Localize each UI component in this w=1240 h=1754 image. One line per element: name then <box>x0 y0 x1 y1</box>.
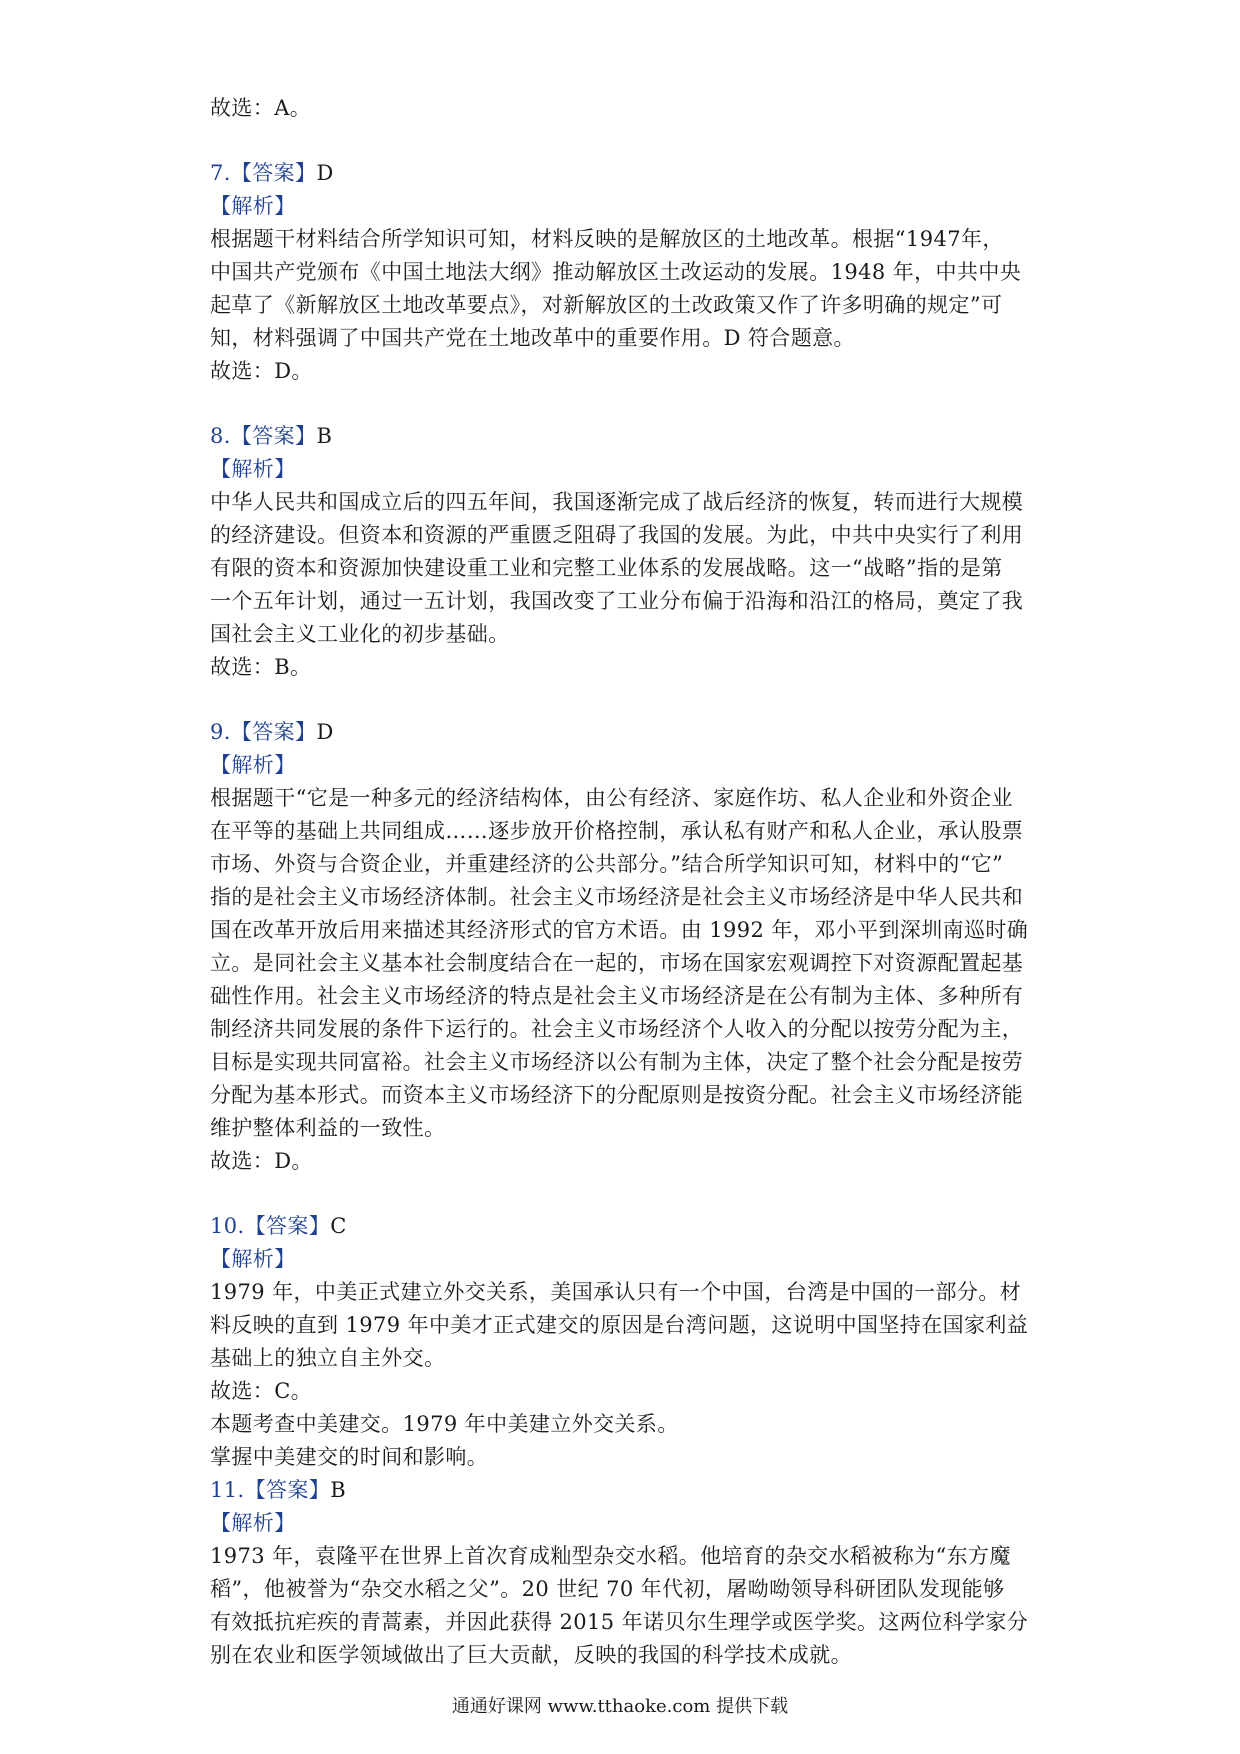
analysis-line: 维护整体利益的一致性。 <box>210 1116 446 1140</box>
answer-label: 9.【答案】 <box>210 720 317 744</box>
analysis-line: 故选：C。 <box>210 1379 313 1403</box>
answer-choice: C <box>330 1214 347 1238</box>
analysis-line: 分配为基本形式。而资本主义市场经济下的分配原则是按资分配。社会主义市场经济能 <box>210 1083 1024 1107</box>
answer-heading <box>210 157 1046 190</box>
analysis-label: 【解析】 <box>210 1511 296 1535</box>
analysis-line: 基础上的独立自主外交。 <box>210 1346 446 1370</box>
answer-heading <box>210 1210 1046 1243</box>
document-body <box>210 92 1046 1672</box>
answer-heading <box>210 716 1046 749</box>
analysis-label: 【解析】 <box>210 753 296 777</box>
analysis-line: 料反映的直到 1979 年中美才正式建交的原因是台湾问题，这说明中国坚持在国家利益 <box>210 1313 1029 1337</box>
analysis-line: 1979 年，中美正式建立外交关系，美国承认只有一个中国，台湾是中国的一部分。材 <box>210 1280 1022 1304</box>
analysis-line: 有限的资本和资源加快建设重工业和完整工业体系的发展战略。这一“战略”指的是第 <box>210 556 1003 580</box>
analysis-line: 稻”，他被誉为“杂交水稻之父”。20 世纪 70 年代初，屠呦呦领导科研团队发现能够 <box>210 1577 1005 1601</box>
page-footer: 通通好课网 www.tthaoke.com 提供下载 <box>451 1696 789 1717</box>
analysis-line: 制经济共同发展的条件下运行的。社会主义市场经济个人收入的分配以按劳分配为主， <box>210 1017 1024 1041</box>
answer-label: 11.【答案】 <box>210 1478 331 1502</box>
analysis-line: 的经济建设。但资本和资源的严重匮乏阻碍了我国的发展。为此，中共中央实行了利用 <box>210 523 1024 547</box>
analysis-line: 故选：B。 <box>210 655 312 679</box>
question-item <box>210 1210 1046 1474</box>
analysis-label: 【解析】 <box>210 194 296 218</box>
question-item <box>210 1474 1046 1672</box>
spacer <box>210 1178 1046 1210</box>
analysis-line: 国社会主义工业化的初步基础。 <box>210 622 510 646</box>
analysis-line: 起草了《新解放区土地改革要点》，对新解放区的土改政策又作了许多明确的规定”可 <box>210 293 1003 317</box>
analysis-line: 故选：D。 <box>210 359 313 383</box>
answer-label: 7.【答案】 <box>210 161 317 185</box>
analysis-line: 础性作用。社会主义市场经济的特点是社会主义市场经济是在公有制为主体、多种所有 <box>210 984 1024 1008</box>
analysis-line: 市场、外资与合资企业，并重建经济的公共部分。”结合所学知识可知，材料中的“它” <box>210 852 1004 876</box>
analysis-line: 中华人民共和国成立后的四五年间，我国逐渐完成了战后经济的恢复，转而进行大规模 <box>210 490 1024 514</box>
analysis-line: 掌握中美建交的时间和影响。 <box>210 1445 489 1469</box>
analysis-line: 国在改革开放后用来描述其经济形式的官方术语。由 1992 年，邓小平到深圳南巡时确 <box>210 918 1029 942</box>
spacer <box>210 125 1046 157</box>
answer-choice: D <box>316 161 334 185</box>
answer-choice: B <box>316 424 333 448</box>
question-item <box>210 420 1046 684</box>
analysis-line: 中国共产党颁布《中国土地法大纲》推动解放区土改运动的发展。1948 年，中共中央 <box>210 260 1022 284</box>
answer-choice: B <box>330 1478 347 1502</box>
analysis-line: 本题考查中美建交。1979 年中美建立外交关系。 <box>210 1412 679 1436</box>
question-item <box>210 716 1046 1178</box>
analysis-line: 目标是实现共同富裕。社会主义市场经济以公有制为主体，决定了整个社会分配是按劳 <box>210 1050 1024 1074</box>
answer-label: 8.【答案】 <box>210 424 317 448</box>
answer-choice: D <box>316 720 334 744</box>
analysis-label: 【解析】 <box>210 457 296 481</box>
analysis-line: 根据题干材料结合所学知识可知，材料反映的是解放区的土地改革。根据“1947年， <box>210 227 1004 251</box>
analysis-label: 【解析】 <box>210 1247 296 1271</box>
question-item <box>210 157 1046 388</box>
analysis-line: 知，材料强调了中国共产党在土地改革中的重要作用。D 符合题意。 <box>210 326 855 350</box>
analysis-line: 一个五年计划，通过一五计划，我国改变了工业分布偏于沿海和沿江的格局，奠定了我 <box>210 589 1024 613</box>
analysis-line: 有效抵抗疟疾的青蒿素，并因此获得 2015 年诺贝尔生理学或医学奖。这两位科学家分 <box>210 1610 1029 1634</box>
top-conclusion: 故选：A。 <box>210 96 312 120</box>
answer-label: 10.【答案】 <box>210 1214 331 1238</box>
analysis-line: 根据题干“它是一种多元的经济结构体，由公有经济、家庭作坊、私人企业和外资企业 <box>210 786 1013 810</box>
spacer <box>210 388 1046 420</box>
spacer <box>210 684 1046 716</box>
analysis-line: 立。是同社会主义基本社会制度结合在一起的，市场在国家宏观调控下对资源配置起基 <box>210 951 1024 975</box>
analysis-line: 指的是社会主义市场经济体制。社会主义市场经济是社会主义市场经济是中华人民共和 <box>210 885 1024 909</box>
analysis-line: 故选：D。 <box>210 1149 313 1173</box>
question-list <box>210 157 1046 1672</box>
analysis-line: 1973 年，袁隆平在世界上首次育成籼型杂交水稻。他培育的杂交水稻被称为“东方魔 <box>210 1544 1011 1568</box>
answer-heading <box>210 420 1046 453</box>
answer-heading <box>210 1474 1046 1507</box>
analysis-line: 别在农业和医学领域做出了巨大贡献，反映的我国的科学技术成就。 <box>210 1643 852 1667</box>
analysis-line: 在平等的基础上共同组成……逐步放开价格控制，承认私有财产和私人企业，承认股票 <box>210 819 1024 843</box>
